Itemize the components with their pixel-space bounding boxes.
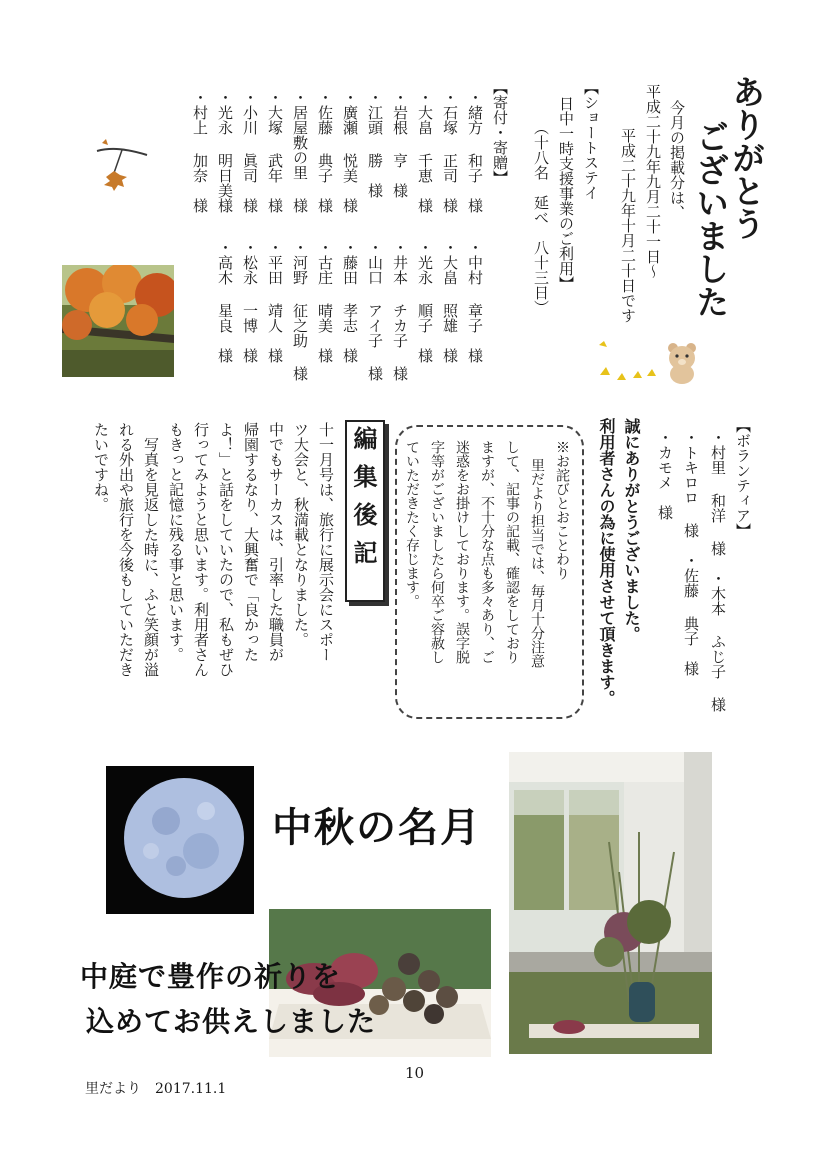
shortstay-line-2: （十八名 延べ 八十三日） [532,120,550,315]
donor-upper: ・江頭 勝 様 [366,90,384,198]
donor-lower: ・中村 章子 様 [466,240,484,363]
notice-line: 迷惑をお掛けしております。誤字脱 [454,440,470,664]
editorial-line: よ！」と話をしていたので、私もぜひ [217,422,235,677]
donor-upper: ・佐藤 典子 様 [316,90,334,213]
donor-upper: ・廣瀬 悦美 様 [341,90,359,213]
notice-line: 里だより担当では、毎月十分注意 [529,458,545,668]
donor-lower: ・高木 星良 様 [216,240,234,363]
notice-line: ますが、不十分な点も多々あり、ご [479,440,495,664]
donor-lower: ・藤田 孝志 様 [341,240,359,363]
shortstay-heading: 【ショートステイ [582,80,600,200]
title-column-2: ございました [691,120,731,318]
offering-caption-line-2: 込めてお供えしました [86,1005,377,1038]
editorial-line: ツ大会と、秋満載となりました。 [292,422,310,647]
donor-upper: ・光永 明日美様 [216,90,234,213]
volunteer-col-1: ・村里 和洋 様 ・木本 ふじ子 様 [709,430,727,712]
notice-line: ていただきたく存じます。 [404,440,420,608]
donor-lower: ・大畠 照雄 様 [441,240,459,363]
donor-upper: ・居屋敷の里 様 [291,90,309,213]
notice-line: して、記事の記載、確認をしており [504,440,520,664]
editorial-line: 行ってみようと思います。利用者さん [192,422,210,677]
notice-line: 字等がございましたら何卒ご容赦し [429,440,445,664]
leaf-illustration [92,133,152,193]
page-number: 10 [405,1064,425,1082]
editorial-line: 帰園するなり、大興奮で「良かった [242,422,260,662]
intro-line-2: 平成二十九年九月二十一日〜 [644,84,662,279]
donor-upper: ・村上 加奈 様 [191,90,209,213]
editorial-line: 中でもサーカスは、引率した職員が [267,422,285,662]
editorial-line: れる外出や旅行を今後もしていただき [117,422,135,677]
editorial-heading: 編集後記 [349,426,377,578]
donor-lower: ・河野 征之助 様 [291,240,309,381]
donor-lower: ・光永 順子 様 [416,240,434,363]
donor-lower: ・平田 靖人 様 [266,240,284,363]
editorial-line: 写真を見返した時に、ふと笑顔が溢 [142,422,160,677]
offering-caption-line-1: 中庭で豊作の祈りを [80,960,342,993]
editorial-line: たいですね。 [92,422,110,512]
volunteer-col-3: ・カモメ 様 [656,430,674,520]
notice-heading: ※お詫びとおことわり [554,440,570,580]
donor-upper: ・大畠 千恵 様 [416,90,434,213]
volunteer-thanks-2: 利用者さんの為に使用させて頂きます。 [597,418,616,706]
donor-upper: ・緒方 和子 様 [466,90,484,213]
donations-heading: 【寄付・寄贈】 [491,80,509,185]
volunteer-col-2: ・トキロロ 様 ・佐藤 典子 様 [682,430,700,676]
autumn-leaves-photo [62,265,174,377]
editorial-line: 十一月号は、旅行に展示会にスポー [317,422,335,662]
volunteer-thanks-1: 誠にありがとうございました。 [622,418,641,642]
flower-arrangement-photo [509,752,712,1054]
donor-upper: ・岩根 亨 様 [391,90,409,198]
donor-lower: ・古庄 晴美 様 [316,240,334,363]
ginkgo-leaves-decoration [595,340,665,385]
shortstay-line-1: 日中一時支援事業のご利用】 [557,96,575,291]
intro-line-1: 今月の掲載分は、 [668,100,686,220]
donor-lower: ・井本 チカ子 様 [391,240,409,381]
bear-illustration [663,340,701,384]
donor-upper: ・小川 眞司 様 [241,90,259,213]
donor-upper: ・石塚 正司 様 [441,90,459,213]
moon-viewing-title: 中秋の名月 [272,805,482,851]
title-column-1: ありがとう [727,75,767,240]
volunteer-heading: 【ボランティア】 [734,418,752,538]
intro-line-3: 平成二十九年十月二十日です [619,128,637,323]
editorial-line: もきっと記憶に残る事と思います。 [167,422,185,662]
donor-upper: ・大塚 武年 様 [266,90,284,213]
donor-lower: ・山口 アイ子 様 [366,240,384,381]
footer-publication: 里だより 2017.11.1 [85,1081,227,1097]
donor-lower: ・松永 一博 様 [241,240,259,363]
moon-photo [106,766,254,914]
